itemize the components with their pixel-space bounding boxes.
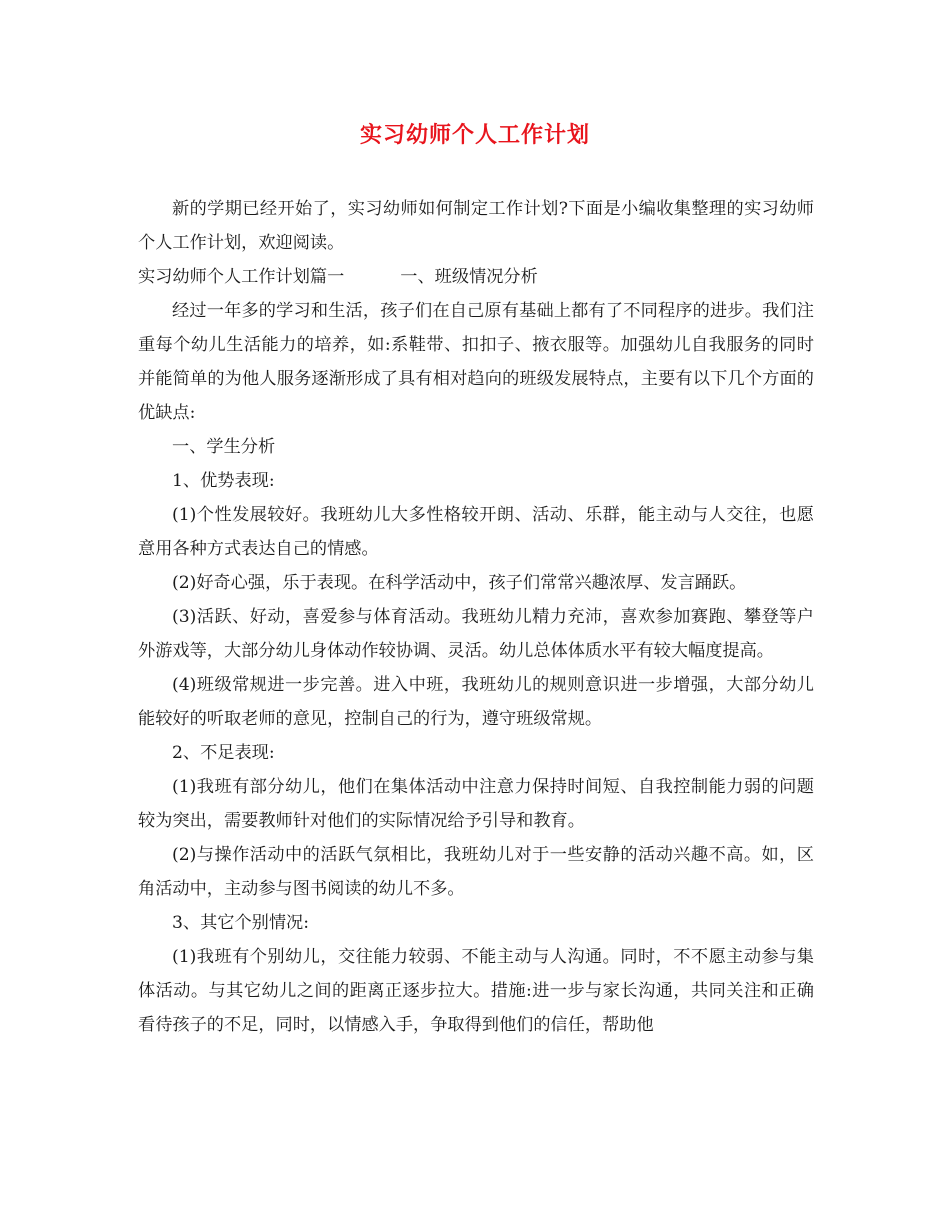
- paragraph: 3、其它个别情况:: [172, 913, 310, 933]
- section-heading-title: 实习幼师个人工作计划篇一: [138, 267, 345, 287]
- document-title: 实习幼师个人工作计划: [359, 122, 590, 148]
- paragraph: (1)个性发展较好。我班幼儿大多性格较开朗、活动、乐群，能主动与人交往，也愿意用各种方式表达自己的情感。: [138, 505, 814, 559]
- paragraph: 经过一年多的学习和生活，孩子们在自己原有基础上都有了不同程序的进步。我们注重每个幼儿生活能力的培养，如:系鞋带、扣扣子、掖衣服等。加强幼儿自我服务的同时并能简单的为他人服务逐渐形成了具有相对趋向的班级发展特点，主要有以下几个方面的优缺点:: [138, 301, 814, 423]
- paragraph: (2)与操作活动中的活跃气氛相比，我班幼儿对于一些安静的活动兴趣不高。如，区角活动中，主动参与图书阅读的幼儿不多。: [138, 845, 814, 899]
- section-heading: [138, 260, 814, 294]
- paragraph-intro: 新的学期已经开始了，实习幼师如何制定工作计划?下面是小编收集整理的实习幼师个人工作计划，欢迎阅读。: [138, 199, 814, 253]
- paragraph: (4)班级常规进一步完善。进入中班，我班幼儿的规则意识进一步增强，大部分幼儿能较好的听取老师的意见，控制自己的行为，遵守班级常规。: [138, 675, 814, 729]
- paragraph: 一、学生分析: [172, 437, 276, 457]
- paragraph: 2、不足表现:: [172, 743, 275, 763]
- paragraph: 1、优势表现:: [172, 471, 275, 491]
- paragraph: (3)活跃、好动，喜爱参与体育活动。我班幼儿精力充沛，喜欢参加赛跑、攀登等户外游戏等，大部分幼儿身体动作较协调、灵活。幼儿总体体质水平有较大幅度提高。: [138, 607, 814, 661]
- section-heading-subtitle: 一、班级情况分析: [400, 267, 538, 287]
- paragraph: (1)我班有个别幼儿，交往能力较弱、不能主动与人沟通。同时，不不愿主动参与集体活动。与其它幼儿之间的距离正逐步拉大。措施:进一步与家长沟通，共同关注和正确看待孩子的不足，同时，以情感入手，争取得到他们的信任，帮助他: [138, 947, 814, 1035]
- paragraph: (1)我班有部分幼儿，他们在集体活动中注意力保持时间短、自我控制能力弱的问题较为突出，需要教师针对他们的实际情况给予引导和教育。: [138, 777, 814, 831]
- paragraph: (2)好奇心强，乐于表现。在科学活动中，孩子们常常兴趣浓厚、发言踊跃。: [172, 573, 747, 593]
- document-body: [138, 192, 814, 1042]
